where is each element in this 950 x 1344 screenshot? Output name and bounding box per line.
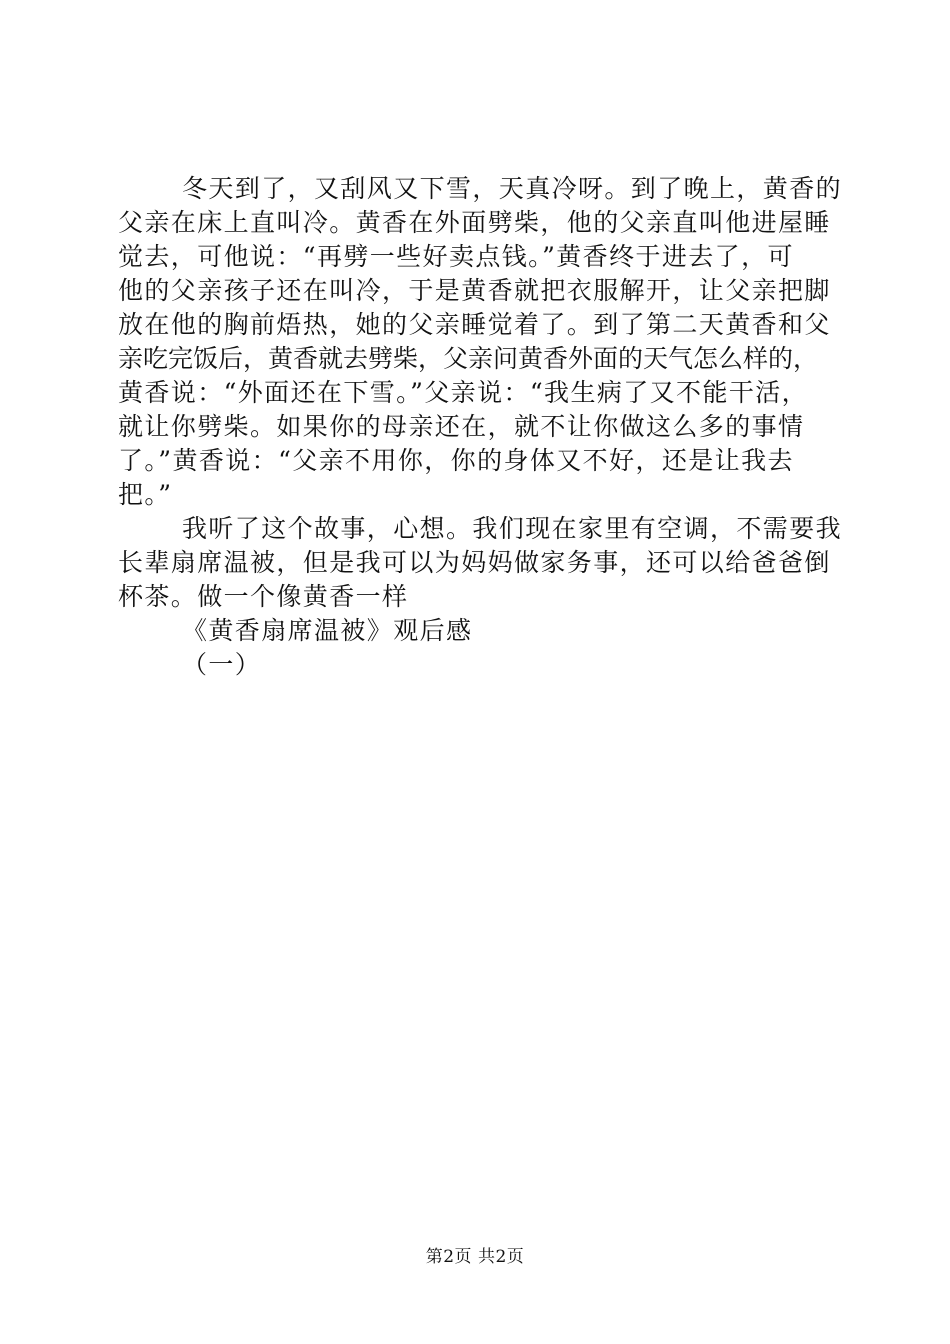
page-number-footer: 第2页 共2页 xyxy=(425,1247,525,1267)
paragraph-line: 觉去，可他说：“再劈一些好卖点钱。”黄香终于进去了，可 xyxy=(118,242,794,271)
paragraph-line: 我听了这个故事，心想。我们现在家里有空调，不需要我 xyxy=(182,514,843,543)
paragraph-line: 长辈扇席温被，但是我可以为妈妈做家务事，还可以给爸爸倒 xyxy=(118,548,831,577)
paragraph-line: 就让你劈柴。如果你的母亲还在，就不让你做这么多的事情 xyxy=(118,412,805,441)
paragraph-line: 放在他的胸前焐热，她的父亲睡觉着了。到了第二天黄香和父 xyxy=(118,310,831,339)
paragraph-line: 父亲在床上直叫冷。黄香在外面劈柴，他的父亲直叫他进屋睡 xyxy=(118,208,831,237)
paragraph-line: 杯茶。做一个像黄香一样 xyxy=(118,582,409,611)
paragraph-line: 了。”黄香说：“父亲不用你，你的身体又不好，还是让我去 xyxy=(118,446,794,475)
essay-title: 《黄香扇席温被》观后感 xyxy=(182,616,473,645)
paragraph-line: 亲吃完饭后，黄香就去劈柴，父亲问黄香外面的天气怎么样的， xyxy=(118,344,819,373)
paragraph-line: 黄香说：“外面还在下雪。”父亲说：“我生病了又不能干活， xyxy=(118,378,809,407)
document-body xyxy=(118,172,843,682)
section-marker: （一） xyxy=(182,650,262,679)
paragraph-line: 冬天到了，又刮风又下雪，天真冷呀。到了晚上，黄香的 xyxy=(182,174,843,203)
paragraph-line: 把。” xyxy=(118,480,173,509)
paragraph-line: 他的父亲孩子还在叫冷，于是黄香就把衣服解开，让父亲把脚 xyxy=(118,276,831,305)
